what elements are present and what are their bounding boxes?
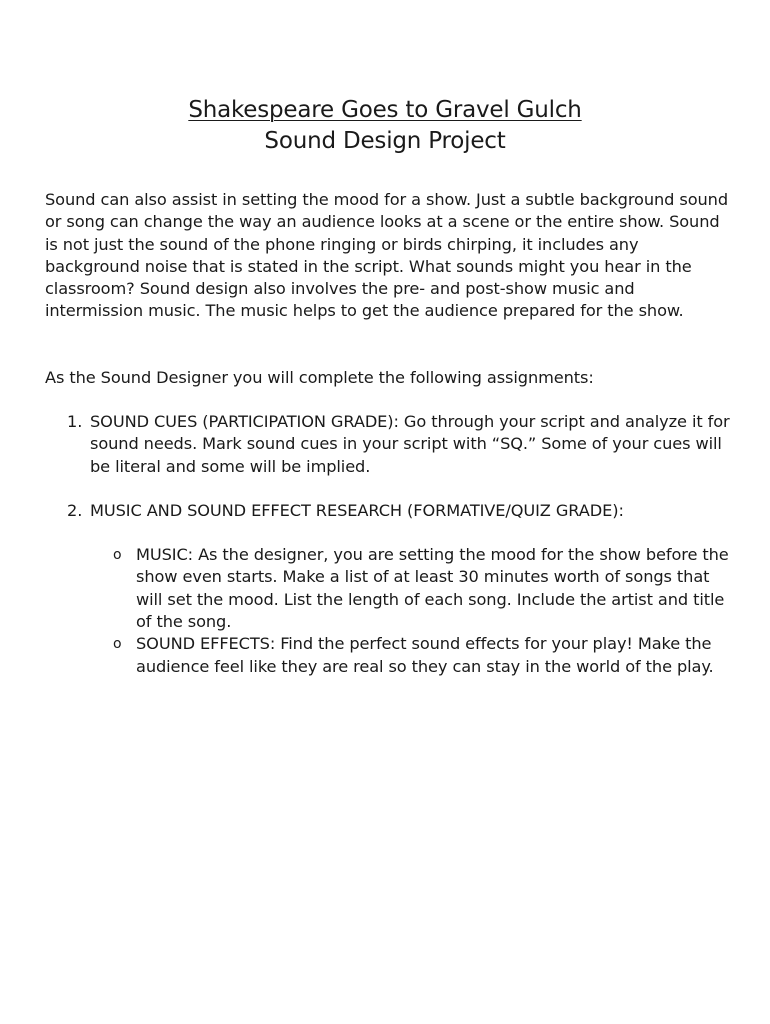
assignment-item [45, 411, 735, 478]
bullet-icon: o [113, 636, 122, 653]
title-line-2: Sound Design Project [264, 128, 506, 154]
assignment-list [45, 411, 735, 700]
sub-assignment-item [90, 633, 735, 678]
title-line-1: Shakespeare Goes to Gravel Gulch [188, 97, 582, 123]
assignment-number: 1. [67, 412, 83, 431]
assignments-lead: As the Sound Designer you will complete the following assignments: [45, 368, 594, 387]
sub-assignment-list [90, 544, 735, 678]
assignment-text: SOUND CUES (PARTICIPATION GRADE): Go through your script and analyze it for sound needs. Mark sound cues in your script with “SQ.” Some of your cues will be literal and some will be implied. [90, 412, 730, 476]
bullet-icon: o [113, 547, 122, 564]
sub-assignment-item [90, 544, 735, 633]
assignment-text: MUSIC AND SOUND EFFECT RESEARCH (FORMATIVE/QUIZ GRADE): [90, 500, 624, 520]
document-title [0, 95, 770, 157]
sub-assignment-text: SOUND EFFECTS: Find the perfect sound effects for your play! Make the audience feel like they are real so they can stay in the world of the play. [136, 634, 714, 676]
assignment-item [45, 500, 735, 678]
assignment-number: 2. [67, 500, 83, 520]
intro-paragraph: Sound can also assist in setting the mood for a show. Just a subtle background sound or song can change the way an audience looks at a scene or the entire show. Sound is not just the sound of the phone ringing or birds chirping, it includes any background noise that is stated in the script. What sounds might you hear in the classroom? Sound design also involves the pre- and post-show music and intermission music. The music helps to get the audience prepared for the show. [45, 190, 728, 321]
sub-assignment-text: MUSIC: As the designer, you are setting the mood for the show before the show even starts. Make a list of at least 30 minutes worth of songs that will set the mood. List the length of each song. Include the artist and title of the song. [136, 545, 729, 632]
